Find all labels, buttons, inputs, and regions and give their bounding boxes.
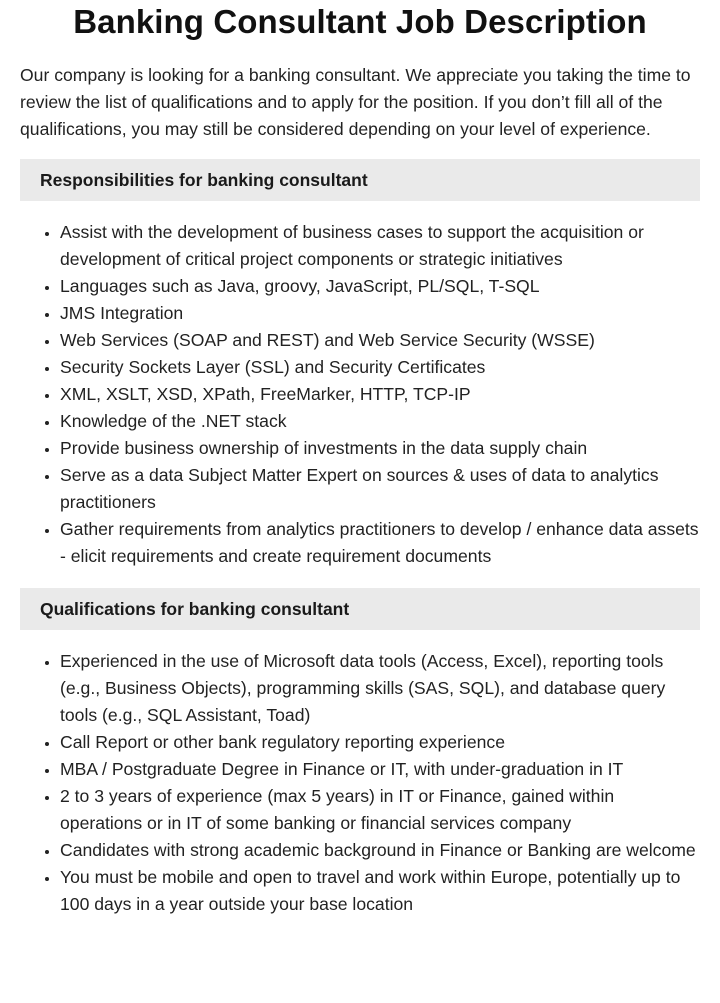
- list-item: • Gather requirements from analytics practitioners to develop / enhance data assets - elicit requirements and create requirement documents: [60, 516, 700, 570]
- list-item: • MBA / Postgraduate Degree in Finance or IT, with under-graduation in IT: [60, 756, 700, 783]
- list-item: • Experienced in the use of Microsoft data tools (Access, Excel), reporting tools (e.g., Business Objects), programming skills (SAS, SQL), and database query tools (e.g., SQL Assistant, Toad): [60, 648, 700, 729]
- list-item: • 2 to 3 years of experience (max 5 years) in IT or Finance, gained within operations or in IT of some banking or financial services company: [60, 783, 700, 837]
- page-title: Banking Consultant Job Description: [73, 3, 647, 40]
- list-item: • You must be mobile and open to travel and work within Europe, potentially up to 100 days in a year outside your base location: [60, 864, 700, 918]
- responsibilities-list: [20, 219, 700, 570]
- list-item: • XML, XSLT, XSD, XPath, FreeMarker, HTTP, TCP-IP: [60, 381, 700, 408]
- list-item: • Web Services (SOAP and REST) and Web Service Security (WSSE): [60, 327, 700, 354]
- list-item: • Languages such as Java, groovy, JavaScript, PL/SQL, T-SQL: [60, 273, 700, 300]
- qualifications-heading: Qualifications for banking consultant: [20, 588, 700, 630]
- intro-paragraph: Our company is looking for a banking consultant. We appreciate you taking the time to review the list of qualifications and to apply for the position. If you don’t fill all of the qualifications, you may still be considered depending on your level of experience.: [20, 65, 691, 139]
- list-item: • Provide business ownership of investments in the data supply chain: [60, 435, 700, 462]
- list-item: • Candidates with strong academic background in Finance or Banking are welcome: [60, 837, 700, 864]
- list-item: • Assist with the development of business cases to support the acquisition or development of critical project components or strategic initiatives: [60, 219, 700, 273]
- list-item: • Call Report or other bank regulatory reporting experience: [60, 729, 700, 756]
- responsibilities-heading: Responsibilities for banking consultant: [20, 159, 700, 201]
- list-item: • Security Sockets Layer (SSL) and Security Certificates: [60, 354, 700, 381]
- qualifications-list: [20, 648, 700, 918]
- list-item: • JMS Integration: [60, 300, 700, 327]
- list-item: • Knowledge of the .NET stack: [60, 408, 700, 435]
- list-item: • Serve as a data Subject Matter Expert on sources & uses of data to analytics practitioners: [60, 462, 700, 516]
